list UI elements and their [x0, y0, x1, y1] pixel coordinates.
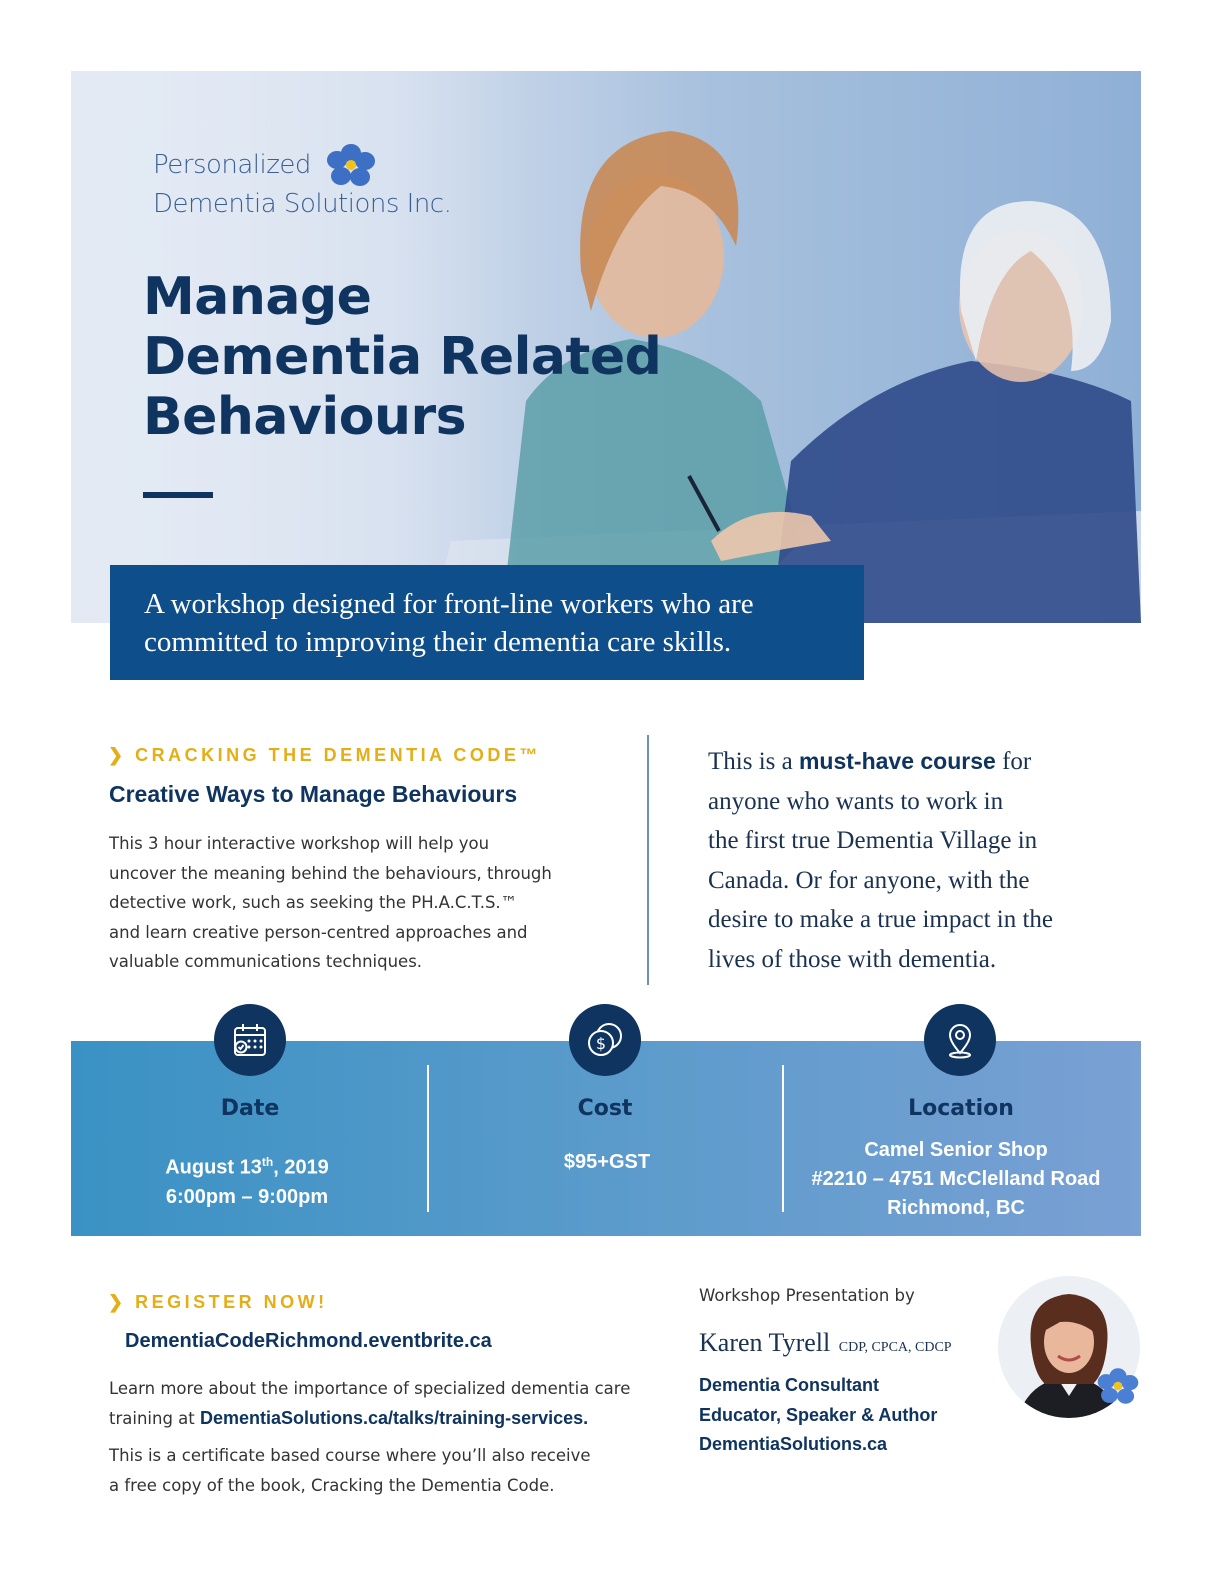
tagline-banner — [110, 565, 864, 680]
presenter-intro: Workshop Presentation by — [699, 1286, 915, 1305]
pitch-prefix: This is a — [708, 748, 799, 775]
date-day-prefix: August 13 — [165, 1156, 262, 1179]
pitch-line: anyone who wants to work in — [708, 787, 1004, 815]
presenter-role: Educator, Speaker & Author — [699, 1404, 938, 1425]
presenter-name — [699, 1328, 952, 1358]
date-day-year: , 2019 — [273, 1156, 329, 1179]
location-value — [776, 1136, 1136, 1223]
learn-prefix: training at — [109, 1408, 200, 1428]
map-pin-icon — [940, 1020, 980, 1060]
location-line: Richmond, BC — [887, 1197, 1025, 1219]
title-line: Manage — [143, 267, 372, 327]
title-line: Behaviours — [143, 387, 467, 447]
brand-line1: Personalized — [153, 150, 311, 180]
register-heading — [108, 1292, 328, 1313]
register-heading-text: REGISTER NOW! — [135, 1292, 328, 1312]
learn-line — [109, 1404, 669, 1434]
cost-label: Cost — [577, 1096, 633, 1121]
presenter-website[interactable]: DementiaSolutions.ca — [699, 1434, 888, 1454]
description-line: uncover the meaning behind the behaviours, through — [109, 863, 552, 883]
chevron-right-icon: ❯ — [108, 1292, 136, 1312]
hero-section — [71, 71, 1141, 623]
tagline-line: committed to improving their dementia care skills. — [144, 626, 732, 658]
title-line: Dementia Related — [143, 327, 662, 387]
certificate-line: This is a certificate based course where you’ll also receive — [109, 1446, 591, 1465]
presenter-credentials: CDP, CPCA, CDCP — [838, 1340, 952, 1355]
tagline-line: A workshop designed for front-line workers who are — [144, 588, 754, 620]
description-line: valuable communications techniques. — [109, 952, 423, 971]
date-time: 6:00pm – 9:00pm — [165, 1185, 329, 1208]
pitch-line-first — [708, 742, 1138, 782]
brand-logo — [153, 143, 451, 221]
pitch-emphasis: must-have course — [798, 748, 996, 774]
brand-line2: Dementia Solutions Inc. — [153, 189, 452, 219]
location-label: Location — [908, 1096, 1014, 1121]
course-kicker — [108, 745, 541, 766]
date-day — [67, 1148, 427, 1183]
training-services-link[interactable]: DementiaSolutions.ca/talks/training-services. — [200, 1407, 589, 1428]
location-line: #2210 – 4751 McClelland Road — [811, 1168, 1101, 1190]
page-title — [143, 267, 661, 447]
description-line: and learn creative person-centred approaches and — [109, 922, 528, 942]
register-link[interactable]: DementiaCodeRichmond.eventbrite.ca — [125, 1330, 492, 1352]
location-line: Camel Senior Shop — [864, 1139, 1048, 1161]
date-icon-badge — [214, 1004, 286, 1076]
pitch-text — [708, 742, 1138, 980]
calendar-icon — [230, 1020, 270, 1060]
certificate-line: a free copy of the book, Cracking the Dementia Code. — [109, 1475, 555, 1495]
course-description — [109, 829, 579, 977]
date-value — [67, 1148, 427, 1212]
chevron-right-icon: ❯ — [108, 745, 136, 765]
course-kicker-text: CRACKING THE DEMENTIA CODE™ — [135, 745, 541, 765]
learn-line: Learn more about the importance of specialized dementia care — [109, 1379, 631, 1398]
course-subtitle: Creative Ways to Manage Behaviours — [109, 781, 518, 807]
presenter-roles — [699, 1371, 937, 1460]
description-line: detective work, such as seeking the PH.A.C.T.S.™ — [109, 893, 518, 912]
date-day-suffix-sup: th — [261, 1155, 274, 1169]
date-label: Date — [220, 1096, 280, 1121]
description-line: This 3 hour interactive workshop will help you — [109, 834, 490, 853]
certificate-text — [109, 1441, 669, 1500]
presenter-name-text: Karen Tyrell — [699, 1328, 831, 1357]
pitch-line: lives of those with dementia. — [708, 945, 997, 973]
location-icon-badge — [924, 1004, 996, 1076]
cost-value: $95+GST — [563, 1151, 651, 1173]
title-underline — [143, 492, 213, 498]
info-divider — [427, 1065, 429, 1212]
pitch-suffix: for — [995, 748, 1032, 775]
svg-text:$: $ — [595, 1034, 607, 1053]
forget-me-not-icon — [1096, 1366, 1140, 1406]
column-divider — [647, 735, 649, 985]
cost-icon-badge — [569, 1004, 641, 1076]
pitch-line: desire to make a true impact in the — [708, 906, 1054, 934]
coins-icon — [584, 1019, 626, 1061]
presenter-role: Dementia Consultant — [699, 1375, 880, 1395]
learn-more-text — [109, 1374, 669, 1433]
pitch-line: Canada. Or for anyone, with the — [708, 866, 1030, 894]
pitch-line: the first true Dementia Village in — [708, 827, 1038, 855]
forget-me-not-icon — [325, 143, 377, 187]
